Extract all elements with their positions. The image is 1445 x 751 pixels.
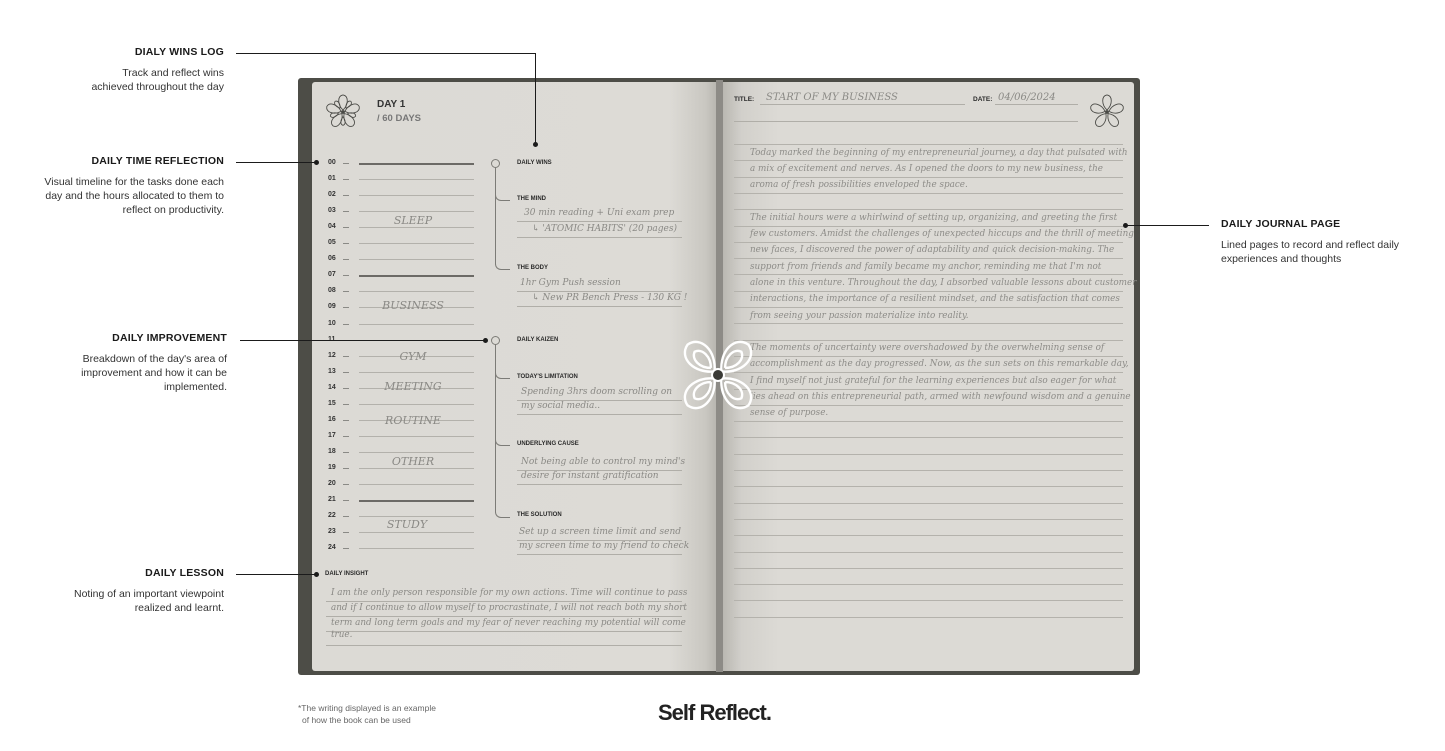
hour-label: 24 bbox=[328, 544, 336, 552]
journal-rule bbox=[734, 486, 1123, 487]
footnote-line-1: *The writing displayed is an example bbox=[298, 703, 436, 713]
hour-rule bbox=[359, 484, 474, 485]
journal-rule bbox=[734, 258, 1123, 259]
hour-rule bbox=[359, 452, 474, 453]
hour-label: 20 bbox=[328, 480, 336, 487]
journal-rule bbox=[734, 584, 1123, 585]
journal-rule bbox=[734, 193, 1123, 194]
section-cause: UNDERLYING CAUSE bbox=[517, 441, 579, 447]
journal-rule bbox=[734, 209, 1123, 210]
hour-label: 00 bbox=[328, 159, 336, 166]
hour-label: 16 bbox=[328, 415, 336, 423]
hour-label: 19 bbox=[328, 463, 336, 471]
journal-text-line: The moments of uncertainty were overshadowed by the overwhelming sense of bbox=[750, 343, 1105, 354]
hour-rule bbox=[359, 259, 474, 260]
journal-rule bbox=[734, 144, 1123, 145]
hour-rule bbox=[359, 500, 474, 502]
hour-tick bbox=[343, 243, 349, 244]
hour-label: 07 bbox=[328, 271, 336, 279]
journal-rule bbox=[734, 307, 1123, 308]
journal-rule bbox=[734, 242, 1123, 243]
annotation-time bbox=[40, 155, 224, 217]
journal-text-line: a mix of excitement and nerves. As I opened the doors to my new business, the bbox=[750, 163, 1103, 174]
rule bbox=[517, 221, 682, 222]
left-page bbox=[312, 82, 718, 671]
annotation-title: DAILY TIME REFLECTION bbox=[91, 155, 224, 167]
journal-rule bbox=[734, 405, 1123, 406]
branch bbox=[495, 437, 510, 446]
hour-tick bbox=[343, 179, 349, 180]
hour-tick bbox=[343, 275, 349, 276]
hour-tick bbox=[343, 291, 349, 292]
solution-line-2: my screen time to my friend to check bbox=[519, 541, 690, 551]
hour-label: 23 bbox=[328, 528, 336, 536]
annotation-journal bbox=[1221, 218, 1421, 266]
annotation-title: DIALY WINS LOG bbox=[134, 46, 224, 58]
annotation-title: DAILY JOURNAL PAGE bbox=[1221, 218, 1341, 230]
annotation-lesson bbox=[40, 567, 224, 615]
hour-tick bbox=[343, 500, 349, 501]
journal-rule bbox=[734, 372, 1123, 373]
date-label: DATE: bbox=[973, 96, 993, 103]
journal-text-line: sense of purpose. bbox=[750, 408, 829, 419]
wins-tree-line bbox=[495, 167, 496, 263]
block-label-study: STUDY bbox=[386, 518, 428, 531]
section-limitation: TODAY'S LIMITATION bbox=[517, 374, 578, 380]
hour-label: 02 bbox=[328, 191, 336, 199]
journal-text-line: support from friends and family became my anchor, reminding me that I'm not bbox=[750, 261, 1102, 272]
hour-rule bbox=[359, 243, 474, 244]
hour-label: 08 bbox=[328, 287, 336, 295]
annotation-desc: Visual timeline for the tasks done each day and the hours allocated to them to reflect on productivity. bbox=[44, 176, 224, 216]
hour-rule bbox=[359, 468, 474, 469]
branch bbox=[495, 370, 510, 379]
date-value: 04/06/2024 bbox=[998, 92, 1056, 103]
leader-lesson bbox=[236, 574, 315, 575]
journal-rule bbox=[734, 389, 1123, 390]
footnote-line-2: of how the book can be used bbox=[302, 715, 411, 725]
hour-tick bbox=[343, 324, 349, 325]
annotation-desc: Track and reflect wins achieved throughout the day bbox=[91, 67, 224, 93]
hour-rule bbox=[359, 404, 474, 405]
hour-label: 15 bbox=[328, 399, 336, 407]
leader-dot bbox=[1123, 223, 1128, 228]
mind-line-2: ↳ 'ATOMIC HABITS' (20 pages) bbox=[532, 224, 677, 234]
hour-rule bbox=[359, 324, 474, 325]
block-label-other: OTHER bbox=[391, 455, 435, 468]
kaizen-node bbox=[491, 336, 500, 345]
brand-logo: Self Reflect. bbox=[658, 700, 771, 725]
rule bbox=[517, 414, 682, 415]
hour-tick bbox=[343, 404, 349, 405]
annotation-title: DAILY LESSON bbox=[145, 567, 224, 579]
journal-rule bbox=[734, 519, 1123, 520]
journal-rule bbox=[734, 226, 1123, 227]
rule bbox=[326, 616, 682, 617]
hour-rule bbox=[359, 548, 474, 549]
hour-label: 05 bbox=[328, 239, 336, 247]
body-line-2: ↳ New PR Bench Press - 130 KG ! bbox=[532, 293, 688, 303]
journal-rule bbox=[734, 617, 1123, 618]
journal-rule bbox=[734, 503, 1123, 504]
section-solution: THE SOLUTION bbox=[517, 512, 562, 518]
block-label-meeting: MEETING bbox=[384, 380, 442, 393]
rule bbox=[517, 237, 682, 238]
hour-label: 01 bbox=[328, 175, 336, 183]
journal-text-line: few customers. Amidst the challenges of unexpected hiccups and the thrill of meeting bbox=[750, 229, 1134, 239]
leader-dot bbox=[314, 572, 319, 577]
rule bbox=[995, 104, 1078, 105]
body-line-1: 1hr Gym Push session bbox=[520, 278, 621, 288]
annotation-desc: Lined pages to record and reflect daily experiences and thoughts bbox=[1221, 239, 1400, 265]
hour-rule bbox=[359, 163, 474, 165]
hour-tick bbox=[343, 195, 349, 196]
wins-node bbox=[491, 159, 500, 168]
branch bbox=[495, 261, 510, 270]
hour-tick bbox=[343, 211, 349, 212]
section-the-mind: THE MIND bbox=[517, 196, 546, 202]
rule bbox=[734, 121, 1078, 122]
hour-tick bbox=[343, 484, 349, 485]
hour-label: 04 bbox=[328, 223, 336, 231]
branch bbox=[495, 192, 510, 201]
hour-tick bbox=[343, 307, 349, 308]
journal-rule bbox=[734, 568, 1123, 569]
journal-rule bbox=[734, 160, 1123, 161]
annotation-wins bbox=[40, 46, 224, 94]
hour-rule bbox=[359, 291, 474, 292]
hour-label: 10 bbox=[328, 319, 336, 327]
leader-dot bbox=[314, 160, 319, 165]
day-subtitle: / 60 DAYS bbox=[377, 113, 422, 124]
rule bbox=[326, 601, 682, 602]
annotation-desc: Noting of an important viewpoint realized and learnt. bbox=[74, 588, 224, 614]
flower-logo-icon bbox=[323, 93, 363, 131]
journal-text-line: interactions, the importance of a resilient mindset, and the satisfaction that comes bbox=[750, 294, 1120, 305]
block-label-sleep: SLEEP bbox=[393, 214, 433, 227]
journal-rule bbox=[734, 356, 1123, 357]
journal-text-line: alone in this venture. Throughout the day, I absorbed valuable lessons about customer bbox=[750, 277, 1137, 288]
rule bbox=[517, 484, 682, 485]
journal-rule bbox=[734, 454, 1123, 455]
day-title: DAY 1 bbox=[377, 99, 406, 110]
limitation-line-1: Spending 3hrs doom scrolling on bbox=[521, 387, 673, 397]
branch bbox=[495, 509, 510, 518]
hour-tick bbox=[343, 388, 349, 389]
flower-logo-icon bbox=[1087, 93, 1127, 131]
mind-line-1: 30 min reading + Uni exam prep bbox=[524, 208, 675, 218]
journal-rule bbox=[734, 340, 1123, 341]
block-label-routine: ROUTINE bbox=[385, 414, 441, 427]
section-daily-wins: DAILY WINS bbox=[517, 160, 552, 166]
rule bbox=[326, 645, 682, 646]
hour-tick bbox=[343, 516, 349, 517]
journal-rule bbox=[734, 600, 1123, 601]
journal-text-line: Today marked the beginning of my entrepreneurial journey, a day that pulsated with bbox=[750, 147, 1128, 158]
cause-line-1: Not being able to control my mind's bbox=[521, 457, 686, 467]
journal-rule bbox=[734, 177, 1123, 178]
journal-rule bbox=[734, 274, 1123, 275]
journal-text-line: lies ahead on this entrepreneurial path, armed with newfound wisdom and a genuine bbox=[750, 392, 1131, 402]
block-label-business: BUSINESS bbox=[382, 299, 444, 312]
hour-tick bbox=[343, 356, 349, 357]
hour-rule bbox=[359, 227, 474, 228]
hour-tick bbox=[343, 452, 349, 453]
journal-text-line: I find myself not just grateful for the learning experiences but also eager for what bbox=[750, 375, 1117, 386]
leader-journal bbox=[1127, 225, 1209, 226]
hour-rule bbox=[359, 372, 474, 373]
rule bbox=[517, 554, 682, 555]
rule bbox=[326, 631, 682, 632]
hour-label: 14 bbox=[328, 383, 336, 391]
rule bbox=[517, 306, 682, 307]
limitation-line-2: my social media.. bbox=[521, 401, 601, 411]
hour-rule bbox=[359, 532, 474, 533]
hour-label: 06 bbox=[328, 255, 336, 263]
hour-label: 21 bbox=[328, 496, 336, 504]
rule bbox=[517, 291, 682, 292]
journal-text-line: new faces, I discovered the power of adaptability and quick decision-making. The bbox=[750, 245, 1115, 256]
flower-emblem-icon bbox=[672, 329, 764, 421]
hour-tick bbox=[343, 548, 349, 549]
hour-label: 12 bbox=[328, 351, 336, 359]
hour-rule bbox=[359, 211, 474, 212]
title-label: TITLE: bbox=[734, 96, 755, 103]
hour-rule bbox=[359, 275, 474, 277]
hour-label: 22 bbox=[328, 512, 336, 520]
journal-rule bbox=[734, 535, 1123, 536]
title-value: START OF MY BUSINESS bbox=[766, 92, 898, 103]
hour-tick bbox=[343, 532, 349, 533]
hour-label: 03 bbox=[328, 207, 336, 215]
solution-line-1: Set up a screen time limit and send bbox=[519, 527, 682, 537]
leader-time bbox=[236, 162, 315, 163]
journal-rule bbox=[734, 323, 1123, 324]
rule bbox=[760, 104, 965, 105]
footnote bbox=[298, 702, 436, 726]
hour-rule bbox=[359, 516, 474, 517]
cause-line-2: desire for instant gratification bbox=[521, 471, 659, 481]
insight-line-4: true. bbox=[331, 630, 353, 640]
insight-line-2: and if I continue to allow myself to procrastinate, I will not reach both my short bbox=[331, 603, 687, 613]
leader-wins bbox=[535, 53, 536, 144]
journal-rule bbox=[734, 437, 1123, 438]
hour-rule bbox=[359, 436, 474, 437]
block-label-gym: GYM bbox=[399, 350, 427, 363]
leader-dot bbox=[483, 338, 488, 343]
journal-rule bbox=[734, 421, 1123, 422]
section-daily-insight: DAILY INSIGHT bbox=[325, 571, 369, 577]
section-daily-kaizen: DAILY KAIZEN bbox=[517, 337, 559, 343]
hour-tick bbox=[343, 163, 349, 164]
leader-wins bbox=[236, 53, 536, 54]
journal-rule bbox=[734, 470, 1123, 471]
leader-dot bbox=[533, 142, 538, 147]
insight-line-3: term and long term goals and my fear of never reaching my potential will come bbox=[331, 618, 686, 628]
journal-text-line: accomplishment as the day progressed. Now, as the sun sets on this remarkable day, bbox=[750, 359, 1129, 370]
hour-rule bbox=[359, 195, 474, 196]
journal-rule bbox=[734, 291, 1123, 292]
hour-tick bbox=[343, 259, 349, 260]
hour-label: 17 bbox=[328, 431, 336, 439]
hour-label: 18 bbox=[328, 447, 336, 455]
hour-rule bbox=[359, 179, 474, 180]
hour-label: 13 bbox=[328, 367, 336, 375]
hour-label: 09 bbox=[328, 303, 336, 311]
hour-tick bbox=[343, 372, 349, 373]
journal-text-line: The initial hours were a whirlwind of setting up, organizing, and greeting the first bbox=[750, 212, 1118, 223]
annotation-desc: Breakdown of the day's area of improvement and how it can be implemented. bbox=[81, 353, 227, 393]
annotation-improve bbox=[60, 332, 227, 394]
journal-text-line: from seeing your passion materialize into reality. bbox=[750, 310, 969, 321]
hour-tick bbox=[343, 420, 349, 421]
annotation-title: DAILY IMPROVEMENT bbox=[112, 332, 227, 344]
hour-tick bbox=[343, 468, 349, 469]
hour-tick bbox=[343, 227, 349, 228]
section-the-body: THE BODY bbox=[517, 265, 549, 271]
hour-tick bbox=[343, 436, 349, 437]
journal-rule bbox=[734, 552, 1123, 553]
insight-line-1: I am the only person responsible for my own actions. Time will continue to pass bbox=[331, 588, 688, 598]
leader-improve bbox=[240, 340, 485, 341]
journal-text-line: aroma of fresh possibilities enveloped the space. bbox=[750, 180, 968, 191]
